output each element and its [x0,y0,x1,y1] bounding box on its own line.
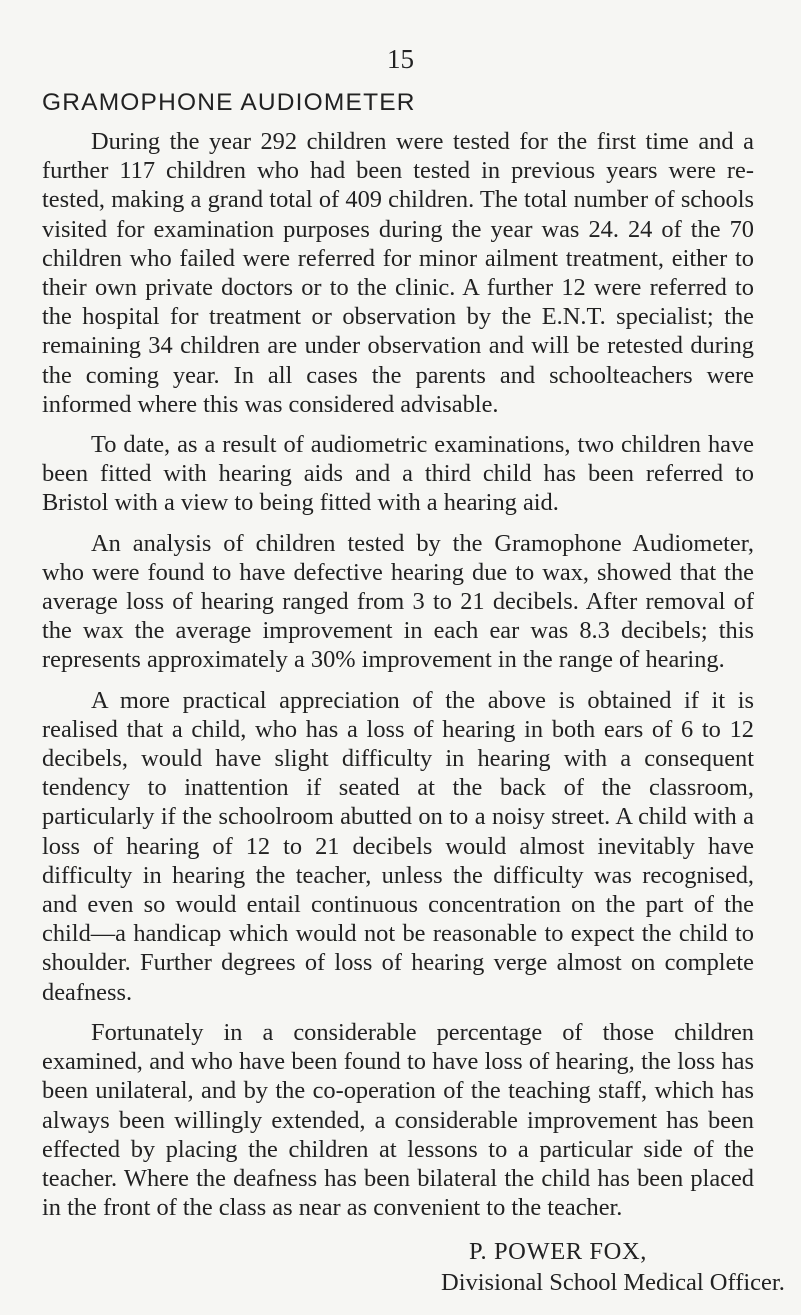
paragraph: Fortunately in a considerable percentage of those children examined, and who have been found to have loss of hearing, the loss has been unilateral, and by the co-operation of the teaching staff, which has always been willingly extended, a considerable improvement has been effected by placing the children at lessons to a particular side of the teacher. Where the deafness has been bilateral the child has been placed in the front of the class as near as convenient to the teacher. [42,1018,754,1222]
paragraph: An analysis of children tested by the Gramophone Audiometer, who were found to have defective hearing due to wax, showed that the average loss of hearing ranged from 3 to 21 decibels. After removal of the wax the average improvement in each ear was 8.3 decibels; this represents approximately a 30% improvement in the range of hearing. [42,529,754,674]
signatory-title: Divisional School Medical Officer. [441,1269,785,1296]
body-text [42,127,754,1233]
section-heading: GRAMOPHONE AUDIOMETER [42,89,416,116]
paragraph: To date, as a result of audiometric examinations, two children have been fitted with hearing aids and a third child has been referred to Bristol with a view to being fitted with a hearing aid. [42,431,754,517]
page-number: 15 [387,44,414,74]
paragraph: During the year 292 children were tested for the first time and a further 117 children who had been tested in previous years were re-tested, making a grand total of 409 children. The total number of schools visited for examination purposes during the year was 24. 24 of the 70 children who failed were referred for minor ailment treatment, either to their own private doctors or to the clinic. A further 12 were referred to the hospital for treatment or observation by the E.N.T. specialist; the remaining 34 children are under observation and will be retested during the coming year. In all cases the parents and schoolteachers were informed where this was considered advisable. [42,128,754,418]
paragraph: A more practical appreciation of the above is obtained if it is realised that a child, who has a loss of hearing in both ears of 6 to 12 decibels, would have slight difficulty in hearing with a consequent tendency to inattention if seated at the back of the classroom, particularly if the schoolroom abutted on to a noisy street. A child with a loss of hearing of 12 to 21 decibels would almost inevitably have difficulty in hearing the teacher, unless the difficulty was recognised, and even so would entail continuous concentration on the part of the child—a handicap which would not be reasonable to expect the child to shoulder. Further degrees of loss of hearing verge almost on complete deafness. [42,686,754,1006]
signatory-name: P. POWER FOX, [469,1238,647,1265]
